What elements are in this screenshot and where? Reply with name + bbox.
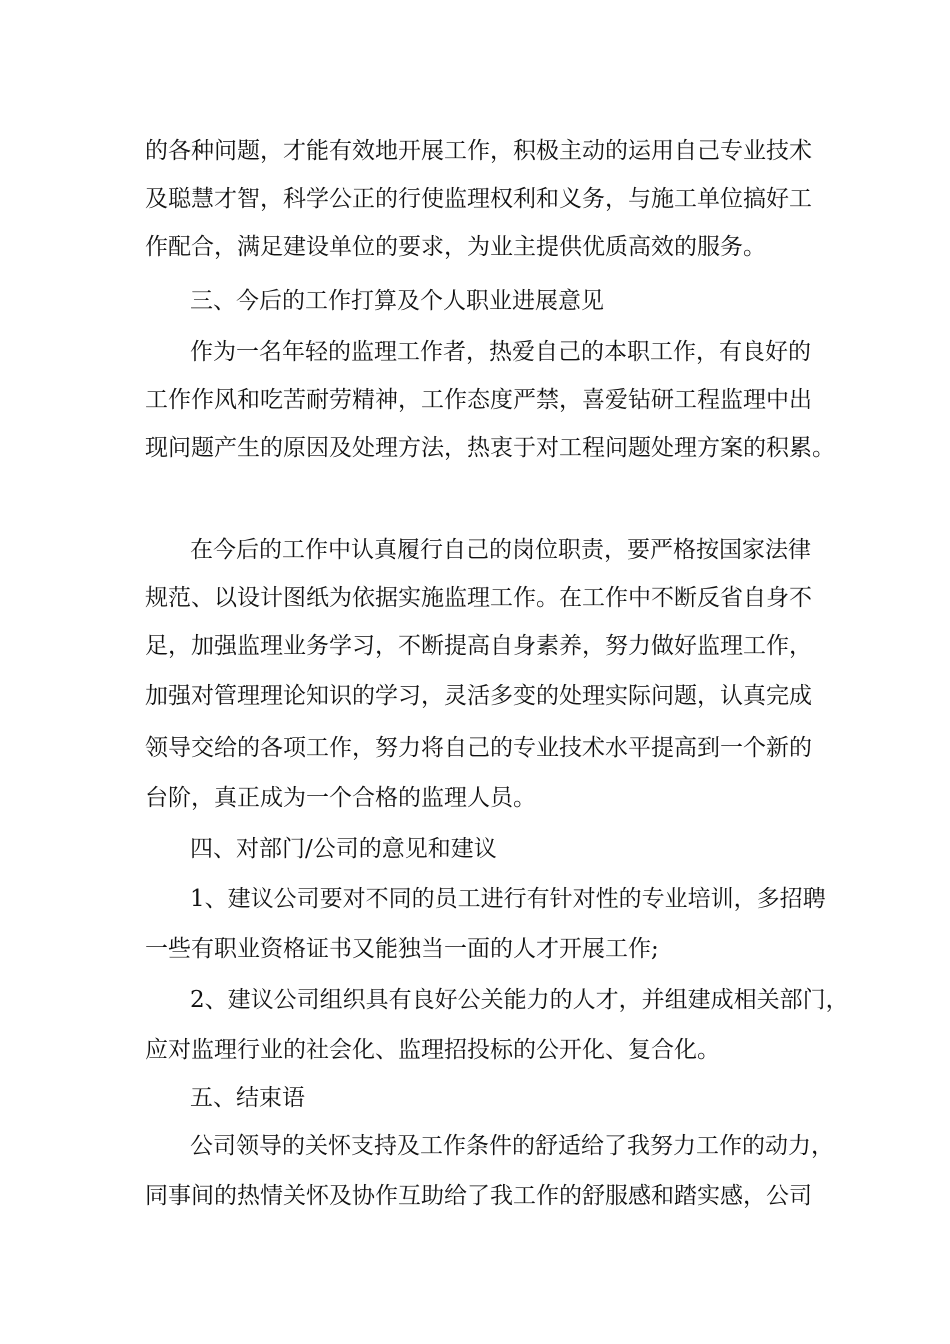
section-heading: 四、对部门/公司的意见和建议 [190,836,497,862]
text-line: 台阶，真正成为一个合格的监理人员。 [145,785,536,811]
section-heading: 三、今后的工作打算及个人职业进展意见 [190,288,604,314]
text-line: 加强对管理理论知识的学习，灵活多变的处理实际问题，认真完成 [145,683,812,709]
text-line: 现问题产生的原因及处理方法，热衷于对工程问题处理方案的积累。 [145,435,835,461]
text-line: 2、建议公司组织具有良好公关能力的人才，并组建成相关部门， [190,987,849,1013]
text-line: 工作作风和吃苦耐劳精神，工作态度严禁，喜爱钻研工程监理中出 [145,387,812,413]
text-line: 规范、以设计图纸为依据实施监理工作。在工作中不断反省自身不 [145,585,812,611]
text-line: 作配合，满足建设单位的要求，为业主提供优质高效的服务。 [145,234,766,260]
text-line: 公司领导的关怀支持及工作条件的舒适给了我努力工作的动力， [190,1133,834,1159]
text-line: 领导交给的各项工作，努力将自己的专业技术水平提高到一个新的 [145,735,812,761]
text-line: 的各种问题，才能有效地开展工作，积极主动的运用自己专业技术 [145,138,812,164]
text-line: 足，加强监理业务学习，不断提高自身素养，努力做好监理工作， [145,633,812,659]
text-line: 1、建议公司要对不同的员工进行有针对性的专业培训，多招聘 [190,886,826,912]
text-line: 作为一名年轻的监理工作者，热爱自己的本职工作，有良好的 [190,339,811,365]
text-line: 及聪慧才智，科学公正的行使监理权利和义务，与施工单位搞好工 [145,186,812,212]
text-line: 一些有职业资格证书又能独当一面的人才开展工作; [145,936,659,962]
text-line: 同事间的热情关怀及协作互助给了我工作的舒服感和踏实感，公司 [145,1183,812,1209]
text-line: 应对监理行业的社会化、监理招投标的公开化、复合化。 [145,1037,720,1063]
section-heading: 五、结束语 [190,1085,305,1111]
text-line: 在今后的工作中认真履行自己的岗位职责，要严格按国家法律 [190,537,811,563]
